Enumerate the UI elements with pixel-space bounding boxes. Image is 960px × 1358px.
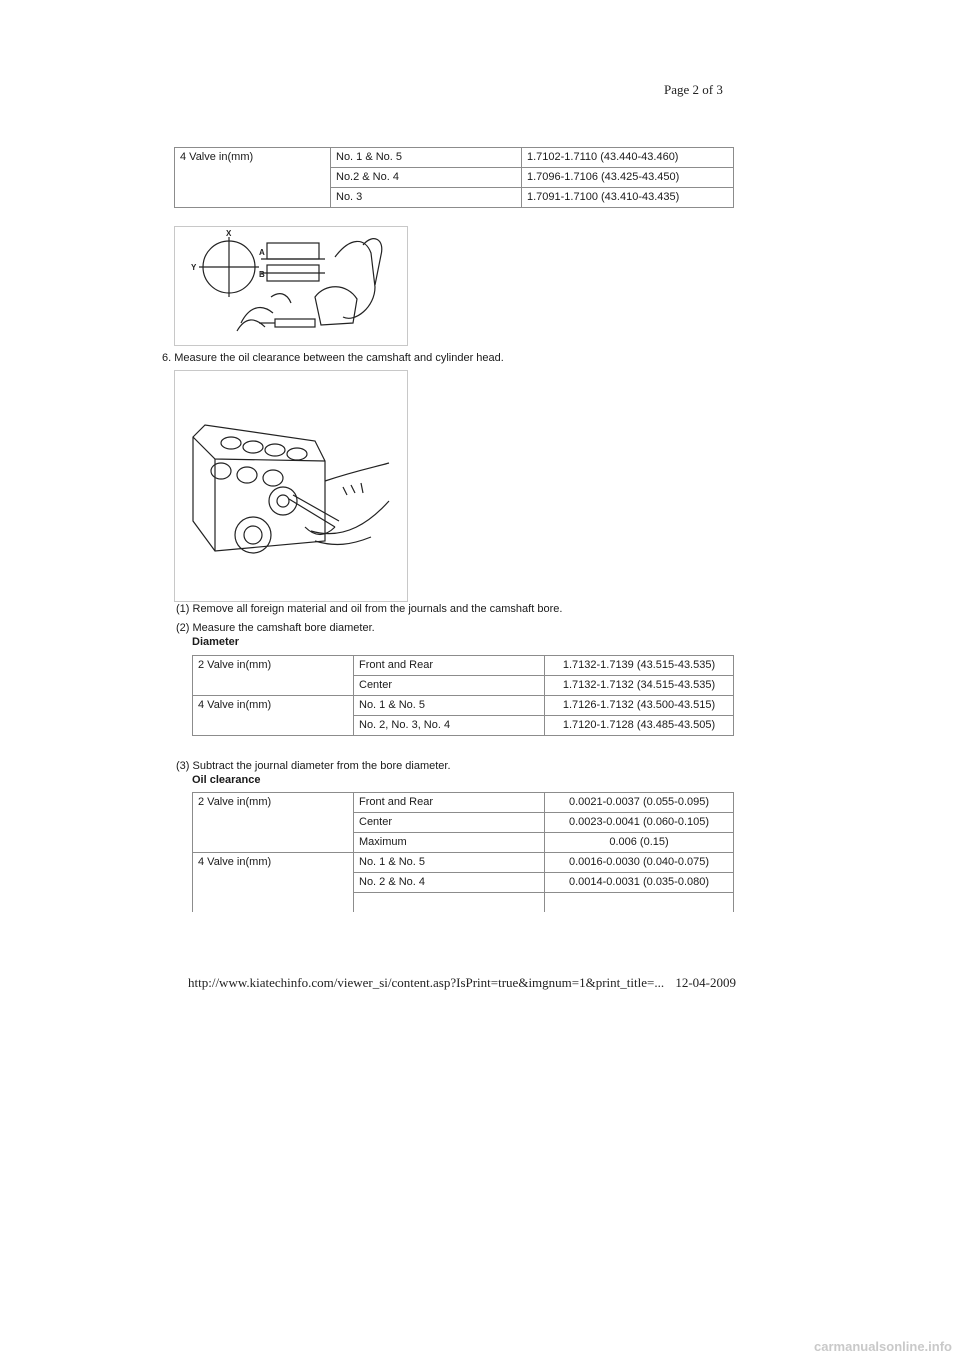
- table-cell: 1.7096-1.7106 (43.425-43.450): [522, 168, 734, 188]
- table-row: [175, 148, 734, 168]
- table-cell: No. 2 & No. 4: [354, 873, 545, 893]
- table-cell: [193, 893, 354, 913]
- table-cell: Maximum: [354, 833, 545, 853]
- footer-date: 12-04-2009: [675, 975, 736, 990]
- table-row: [193, 873, 734, 893]
- table-cell: No. 1 & No. 5: [331, 148, 522, 168]
- table-row: [193, 656, 734, 676]
- table-cell: No.2 & No. 4: [331, 168, 522, 188]
- table-row: [175, 188, 734, 208]
- micrometer-figure: [174, 226, 408, 346]
- table-cell: 0.0016-0.0030 (0.040-0.075): [545, 853, 734, 873]
- table-cell: 1.7126-1.7132 (43.500-43.515): [545, 696, 734, 716]
- sub-step-2-text: (2) Measure the camshaft bore diameter.: [176, 622, 375, 634]
- table-cell: [545, 893, 734, 913]
- table-cell: Front and Rear: [354, 656, 545, 676]
- table-cell: 1.7120-1.7128 (43.485-43.505): [545, 716, 734, 736]
- table-row: [175, 168, 734, 188]
- table-cell: No. 3: [331, 188, 522, 208]
- table-row: [193, 853, 734, 873]
- table-cell: [175, 188, 331, 208]
- table-row: [193, 716, 734, 736]
- page-number: Page 2 of 3: [664, 82, 723, 97]
- sub-step-3-text: (3) Subtract the journal diameter from the bore diameter.: [176, 760, 451, 772]
- table-cell: 2 Valve in(mm): [193, 793, 354, 813]
- table-cell: 0.006 (0.15): [545, 833, 734, 853]
- journal-diameter-table: [174, 147, 734, 208]
- table-cell: 4 Valve in(mm): [193, 696, 354, 716]
- table-cell: Center: [354, 813, 545, 833]
- table-cell: [193, 833, 354, 853]
- table-row: [193, 676, 734, 696]
- table-cell: 2 Valve in(mm): [193, 656, 354, 676]
- table-cell: 1.7132-1.7132 (34.515-43.535): [545, 676, 734, 696]
- table-cell: 0.0014-0.0031 (0.035-0.080): [545, 873, 734, 893]
- diameter-heading: Diameter: [192, 636, 240, 648]
- table-cell: Front and Rear: [354, 793, 545, 813]
- sub-step-1-text: (1) Remove all foreign material and oil from the journals and the camshaft bore.: [176, 603, 563, 615]
- oil-clearance-table: [192, 792, 734, 912]
- table-row: [193, 813, 734, 833]
- figure-label-b: B: [259, 270, 265, 279]
- cylinder-head-illustration: [175, 371, 407, 601]
- table-cell: 1.7132-1.7139 (43.515-43.535): [545, 656, 734, 676]
- micrometer-illustration: [175, 227, 407, 345]
- watermark-text: carmanualsonline.info: [814, 1339, 952, 1354]
- footer: [188, 975, 736, 991]
- figure-label-x: X: [226, 229, 232, 238]
- table-cell: 1.7102-1.7110 (43.440-43.460): [522, 148, 734, 168]
- table-cell: Center: [354, 676, 545, 696]
- footer-url: http://www.kiatechinfo.com/viewer_si/content.asp?IsPrint=true&imgnum=1&print_title=...: [188, 975, 665, 990]
- table-cell: [193, 813, 354, 833]
- figure-label-y: Y: [191, 263, 197, 272]
- oil-clearance-heading: Oil clearance: [192, 774, 261, 786]
- table-cell: No. 2, No. 3, No. 4: [354, 716, 545, 736]
- step-6-text: 6. Measure the oil clearance between the camshaft and cylinder head.: [162, 352, 504, 364]
- table-row: [193, 793, 734, 813]
- table-cell: 4 Valve in(mm): [193, 853, 354, 873]
- cylinder-head-figure: [174, 370, 408, 602]
- table-cell: [193, 676, 354, 696]
- table-cell: 4 Valve in(mm): [175, 148, 331, 168]
- table-cell: [175, 168, 331, 188]
- table-row: [193, 893, 734, 913]
- table-cell: [354, 893, 545, 913]
- table-cell: 1.7091-1.7100 (43.410-43.435): [522, 188, 734, 208]
- table-cell: [193, 716, 354, 736]
- table-cell: 0.0021-0.0037 (0.055-0.095): [545, 793, 734, 813]
- figure-label-a: A: [259, 248, 265, 257]
- table-cell: [193, 873, 354, 893]
- table-cell: No. 1 & No. 5: [354, 696, 545, 716]
- table-row: [193, 696, 734, 716]
- bore-diameter-table: [192, 655, 734, 736]
- table-row: [193, 833, 734, 853]
- table-cell: 0.0023-0.0041 (0.060-0.105): [545, 813, 734, 833]
- table-cell: No. 1 & No. 5: [354, 853, 545, 873]
